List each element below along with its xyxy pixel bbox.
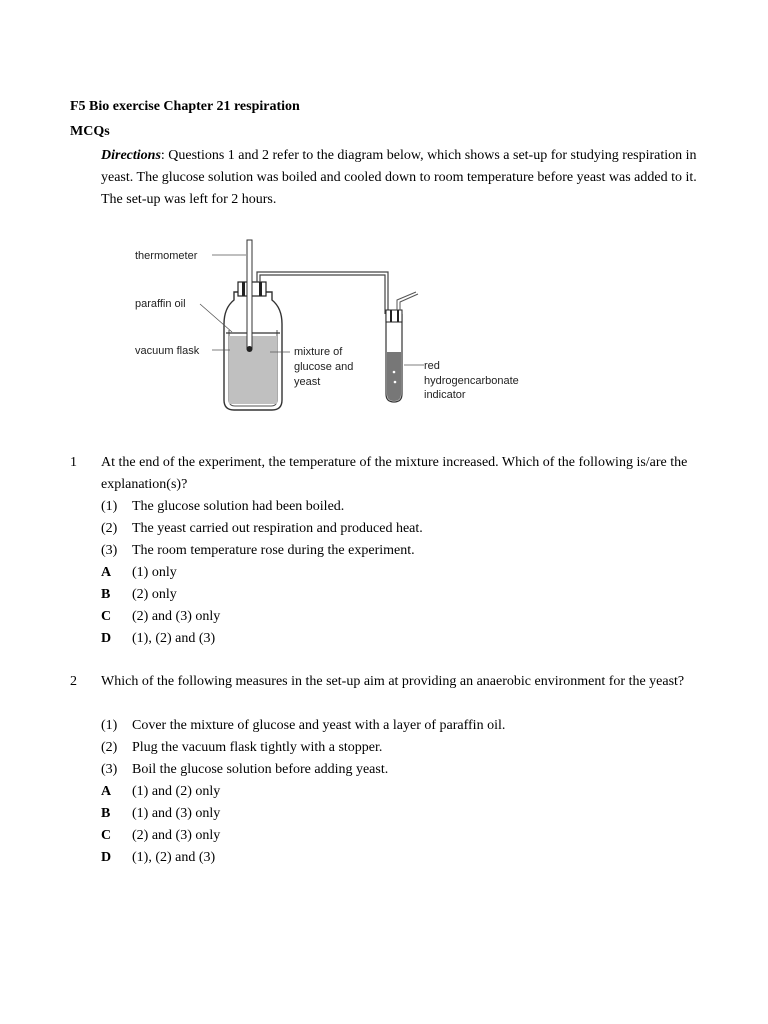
question-2: [70, 671, 700, 871]
option-label: A: [101, 565, 112, 580]
option-c: [101, 825, 220, 847]
statement-label: (1): [101, 718, 118, 733]
option-c: [101, 606, 220, 628]
statement-label: (2): [101, 740, 118, 755]
option-b: [101, 803, 220, 825]
label-indicator-line-3: indicator: [424, 389, 466, 401]
document-title: F5 Bio exercise Chapter 21 respiration: [70, 99, 300, 114]
option-label: C: [101, 609, 112, 624]
test-tube-stopper: [386, 310, 402, 322]
option-d: [101, 847, 215, 869]
label-paraffin-oil: paraffin oil: [135, 298, 186, 310]
statement-label: (3): [101, 762, 118, 777]
statement-row: [101, 759, 388, 781]
yeast-respiration-diagram: [120, 232, 580, 422]
option-text: (2) and (3) only: [132, 828, 221, 843]
option-label: D: [101, 850, 112, 865]
option-text: (1) and (2) only: [132, 784, 221, 799]
statement-text: Boil the glucose solution before adding yeast.: [132, 762, 389, 777]
question-number: 1: [70, 455, 77, 470]
question-text: At the end of the experiment, the temperature of the mixture increased. Which of the following is/are the explanation(s)?: [101, 455, 688, 492]
option-text: (1) only: [132, 565, 177, 580]
statement-label: (2): [101, 521, 118, 536]
directions-paragraph: [101, 145, 701, 211]
option-d: [101, 628, 215, 650]
option-text: (1) and (3) only: [132, 806, 221, 821]
statement-text: Plug the vacuum flask tightly with a stopper.: [132, 740, 383, 755]
statement-row: [101, 715, 505, 737]
option-text: (1), (2) and (3): [132, 631, 216, 646]
option-text: (1), (2) and (3): [132, 850, 216, 865]
thermometer-bulb: [247, 346, 253, 352]
statement-row: [101, 540, 415, 562]
option-text: (2) only: [132, 587, 177, 602]
label-indicator-line-1: red: [424, 360, 440, 372]
glucose-yeast-mixture: [229, 336, 277, 404]
option-text: (2) and (3) only: [132, 609, 221, 624]
label-mixture-line-3: yeast: [294, 376, 321, 388]
directions-text: : Questions 1 and 2 refer to the diagram below, which shows a set-up for studying respiration in yeast. The glucose solution was boiled and cooled down to room temperature before yeast was added to it. The set-up was left for 2 hours.: [101, 148, 697, 207]
statement-text: The room temperature rose during the experiment.: [132, 543, 415, 558]
option-label: B: [101, 806, 111, 821]
statement-row: [101, 737, 382, 759]
label-indicator-line-2: hydrogencarbonate: [424, 375, 519, 387]
question-number: 2: [70, 674, 77, 689]
statement-label: (1): [101, 499, 118, 514]
statement-text: The yeast carried out respiration and produced heat.: [132, 521, 423, 536]
statement-label: (3): [101, 543, 118, 558]
statement-row: [101, 518, 423, 540]
option-label: D: [101, 631, 112, 646]
statement-text: The glucose solution had been boiled.: [132, 499, 345, 514]
label-mixture-line-2: glucose and: [294, 361, 354, 373]
label-mixture-line-1: mixture of: [294, 346, 343, 358]
directions-label: Directions: [101, 148, 161, 163]
option-label: C: [101, 828, 112, 843]
section-heading: MCQs: [70, 124, 110, 139]
question-1: [70, 452, 700, 652]
thermometer: [247, 240, 252, 348]
label-vacuum-flask: vacuum flask: [135, 345, 200, 357]
option-label: B: [101, 587, 111, 602]
option-a: [101, 562, 177, 584]
option-a: [101, 781, 220, 803]
option-label: A: [101, 784, 112, 799]
red-hydrogencarbonate-indicator: [387, 352, 401, 401]
question-text: Which of the following measures in the set-up aim at providing an anaerobic environment for the yeast?: [101, 674, 685, 689]
statement-row: [101, 496, 344, 518]
statement-text: Cover the mixture of glucose and yeast with a layer of paraffin oil.: [132, 718, 506, 733]
label-thermometer: thermometer: [135, 250, 198, 262]
option-b: [101, 584, 177, 606]
